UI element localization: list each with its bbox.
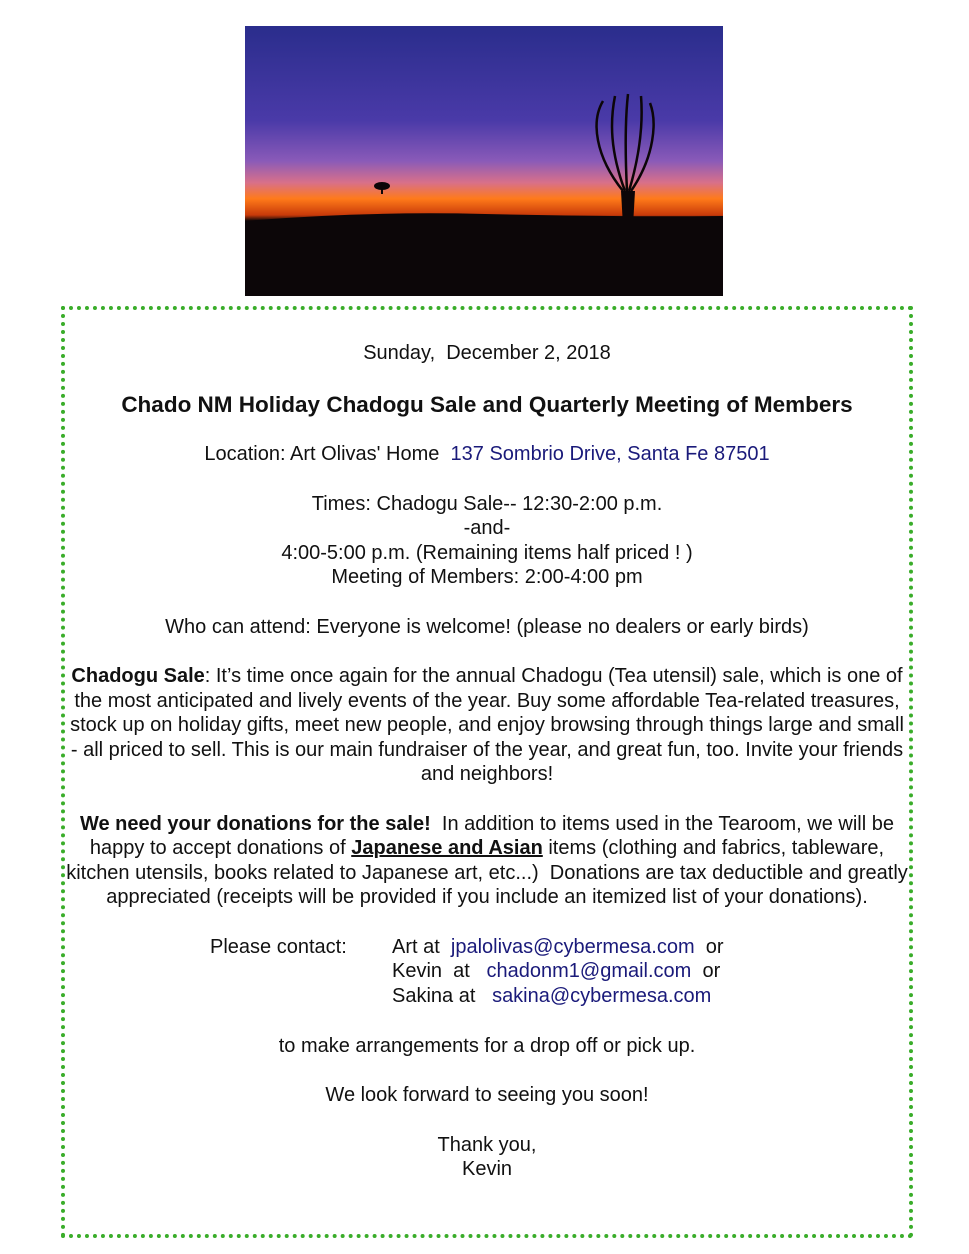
contact-email-kevin[interactable]: chadonm1@gmail.com (486, 960, 692, 982)
contact-block (65, 935, 909, 1009)
contact-suffix: or (694, 935, 724, 958)
contact-suffix: or (691, 960, 721, 982)
event-title: Chado NM Holiday Chadogu Sale and Quarterly Meeting of Members (121, 391, 853, 417)
donations-heading: We need your donations for the sale! (79, 812, 431, 835)
contact-prefix: Art at (392, 935, 451, 958)
contact-prefix: Sakina at (392, 984, 493, 1007)
sunset-photo (245, 26, 723, 296)
donations-emphasis: Japanese and Asian (351, 837, 543, 859)
contact-email-sakina[interactable]: sakina@cybermesa.com (492, 984, 712, 1007)
sale-paragraph (65, 664, 909, 787)
donations-text-a: In addition to items used in the Tearoom, we will be happy to accept donations of (89, 812, 900, 859)
flyer-body (65, 335, 914, 1182)
event-date: Sunday, December 2, 2018 (363, 342, 611, 364)
location-address[interactable]: 137 Sombrio Drive, Santa Fe 87501 (450, 443, 770, 465)
location-label: Location: Art Olivas' Home (204, 443, 451, 465)
thanks-line: Thank you, (437, 1133, 537, 1156)
contact-label: Please contact: (210, 935, 347, 958)
times-line-1: Times: Chadogu Sale-- 12:30-2:00 p.m. (311, 492, 663, 515)
contact-row-art (392, 935, 724, 960)
contact-row-sakina (392, 984, 711, 1009)
times-line-4: Meeting of Members: 2:00-4:00 pm (331, 566, 643, 588)
contact-email-art[interactable]: jpalolivas@cybermesa.com (450, 935, 695, 958)
arrangements-line: to make arrangements for a drop off or pick up. (278, 1034, 696, 1057)
location-line (65, 442, 909, 467)
times-line-2: -and- (463, 517, 511, 539)
contact-prefix: Kevin at (392, 960, 487, 982)
sale-heading: Chadogu Sale (71, 665, 205, 687)
donations-text-b: items (clothing and fabrics, tableware, kitchen utensils, books related to Japanese art, etc...) Donations are tax deductible and greatly appreciated (receipts will be provided if you include an itemized list of your donations). (66, 837, 914, 908)
signature: Kevin (461, 1158, 513, 1180)
sunset-whisk-icon (245, 26, 723, 296)
attend-line: Who can attend: Everyone is welcome! (please no dealers or early birds) (165, 615, 809, 638)
contact-row-kevin (392, 959, 720, 984)
times-line-3: 4:00-5:00 p.m. (Remaining items half priced ! ) (281, 541, 693, 564)
donations-paragraph (65, 812, 914, 910)
sale-text: : It’s time once again for the annual Chadogu (Tea utensil) sale, which is one of the most anticipated and lively events of the year. Buy some affordable Tea-related treasures, stock up on holiday gifts, meet new people, and enjoy browsing through things large and small - all priced to sell. This is our main fundraiser of the year, and great fun, too. Invite your friends and neighbors! (70, 665, 910, 785)
closing-line: We look forward to seeing you soon! (325, 1084, 649, 1106)
